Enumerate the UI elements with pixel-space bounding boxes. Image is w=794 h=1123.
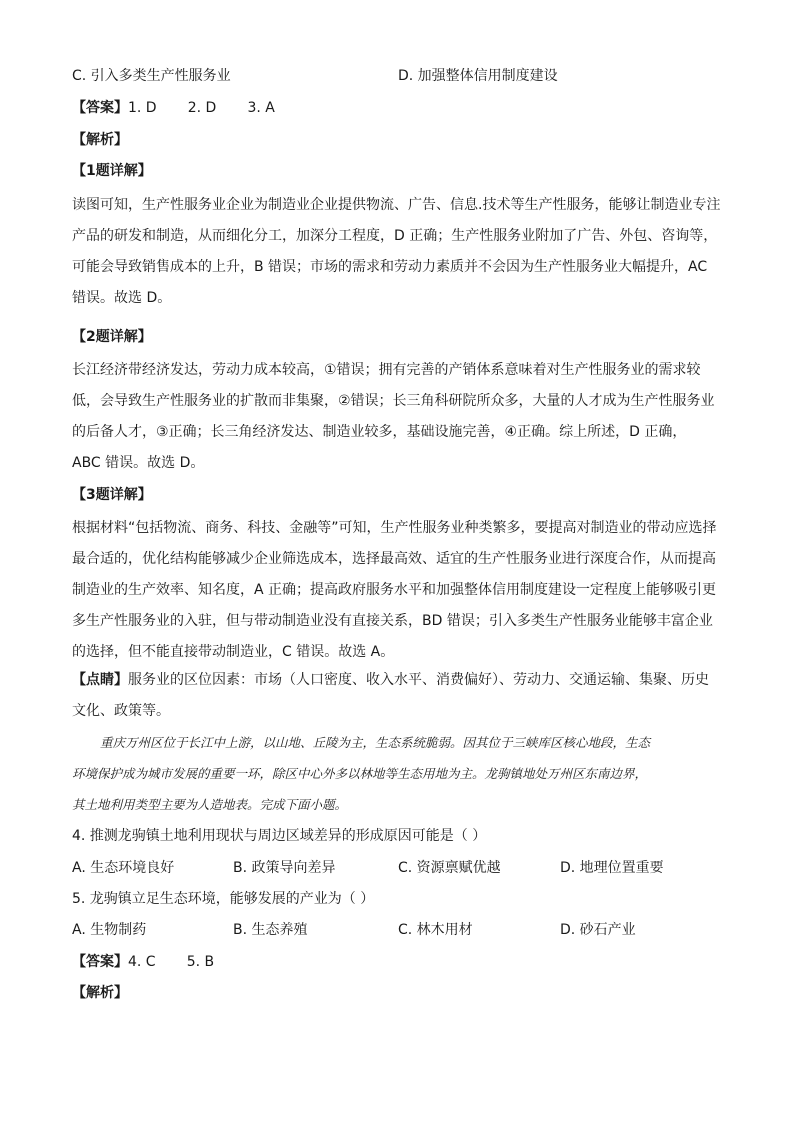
tip-text: 服务业的区位因素：市场（人口密度、收入水平、消费偏好）、劳动力、交通运输、集聚、历史: [128, 672, 709, 688]
option-c: C. 引入多类生产性服务业: [72, 68, 231, 84]
q3-line: 最合适的，优化结构能够减少企业筛选成本，选择最高效、适宜的生产性服务业进行深度合作，从而提高: [72, 551, 716, 567]
q3-explanation: [72, 513, 722, 668]
q1-explanation: [72, 190, 722, 314]
q5-option-d: D. 砂石产业: [560, 922, 636, 938]
answer-text-2: 4. C 5. B: [128, 954, 215, 970]
q3-line: 的选择，但不能直接带动制造业，C 错误。故选 A。: [72, 644, 395, 660]
q2-line: 的后备人才，③正确；长三角经济发达、制造业较多，基础设施完善，④正确。综上所述，D 正确，: [72, 424, 687, 440]
passage-line: 重庆万州区位于长江中上游，以山地、丘陵为主，生态系统脆弱。因其位于三峡库区核心地段，生态: [100, 735, 651, 750]
q5-option-a: A. 生物制药: [72, 922, 147, 938]
answer-line: [72, 98, 275, 118]
q3-line: 多生产性服务业的入驻，但与带动制造业没有直接关系，BD 错误；引入多类生产性服务业能够丰富企业: [72, 613, 713, 629]
q2-heading: 【2题详解】: [72, 329, 152, 345]
answer-text: 1. D 2. D 3. A: [128, 100, 275, 116]
q3-line: 制造业的生产效率、知名度，A 正确；提高政府服务水平和加强整体信用制度建设一定程度上能够吸引更: [72, 582, 717, 598]
q4-option-a: A. 生态环境良好: [72, 860, 175, 876]
q5-stem: 5. 龙驹镇立足生态环境，能够发展的产业为（ ）: [72, 891, 375, 907]
answer-label: 【答案】: [72, 100, 128, 116]
q3-line: 根据材料“包括物流、商务、科技、金融等”可知，生产性服务业种类繁多，要提高对制造业的带动应选择: [72, 520, 717, 536]
q1-line: 读图可知，生产性服务业企业为制造业企业提供物流、广告、信息.技术等生产性服务，能够让制造业专注: [72, 197, 721, 213]
passage-line: 环境保护成为城市发展的重要一环，除区中心外多以林地等生态用地为主。龙驹镇地处万州区东南边界，: [72, 766, 648, 781]
q1-line: 可能会导致销售成本的上升，B 错误；市场的需求和劳动力素质并不会因为生产性服务业大幅提升，AC: [72, 259, 708, 275]
tip-block: [72, 665, 722, 727]
q2-line: ABC 错误。故选 D。: [72, 455, 205, 471]
answer-line-2: [72, 952, 214, 972]
q2-explanation: [72, 355, 722, 479]
q4-option-b: B. 政策导向差异: [233, 860, 336, 876]
q5-option-c: C. 林木用材: [398, 922, 473, 938]
q3-heading: 【3题详解】: [72, 487, 152, 503]
reading-passage: [72, 727, 722, 820]
q4-option-d: D. 地理位置重要: [560, 860, 664, 876]
q4-stem: 4. 推测龙驹镇土地利用现状与周边区域差异的形成原因可能是（ ）: [72, 828, 487, 844]
q1-line: 错误。故选 D。: [72, 290, 172, 306]
q2-line: 低，会导致生产性服务业的扩散而非集聚，②错误；长三角科研院所众多，大量的人才成为生产性服务业: [72, 393, 715, 409]
analysis-label-2: 【解析】: [72, 985, 128, 1001]
analysis-label: 【解析】: [72, 132, 128, 148]
q2-line: 长江经济带经济发达，劳动力成本较高，①错误；拥有完善的产销体系意味着对生产性服务业的需求较: [72, 362, 701, 378]
tip-label: 【点睛】: [72, 672, 128, 688]
passage-line: 其土地利用类型主要为人造地表。完成下面小题。: [72, 797, 348, 812]
q5-option-b: B. 生态养殖: [233, 922, 308, 938]
q1-heading: 【1题详解】: [72, 163, 152, 179]
answer-label-2: 【答案】: [72, 954, 128, 970]
tip-line: [72, 665, 722, 696]
option-d: D. 加强整体信用制度建设: [398, 68, 558, 84]
q1-line: 产品的研发和制造，从而细化分工，加深分工程度，D 正确；生产性服务业附加了广告、外包、咨询等，: [72, 228, 718, 244]
tip-line: 文化、政策等。: [72, 703, 170, 719]
q4-option-c: C. 资源禀赋优越: [398, 860, 501, 876]
